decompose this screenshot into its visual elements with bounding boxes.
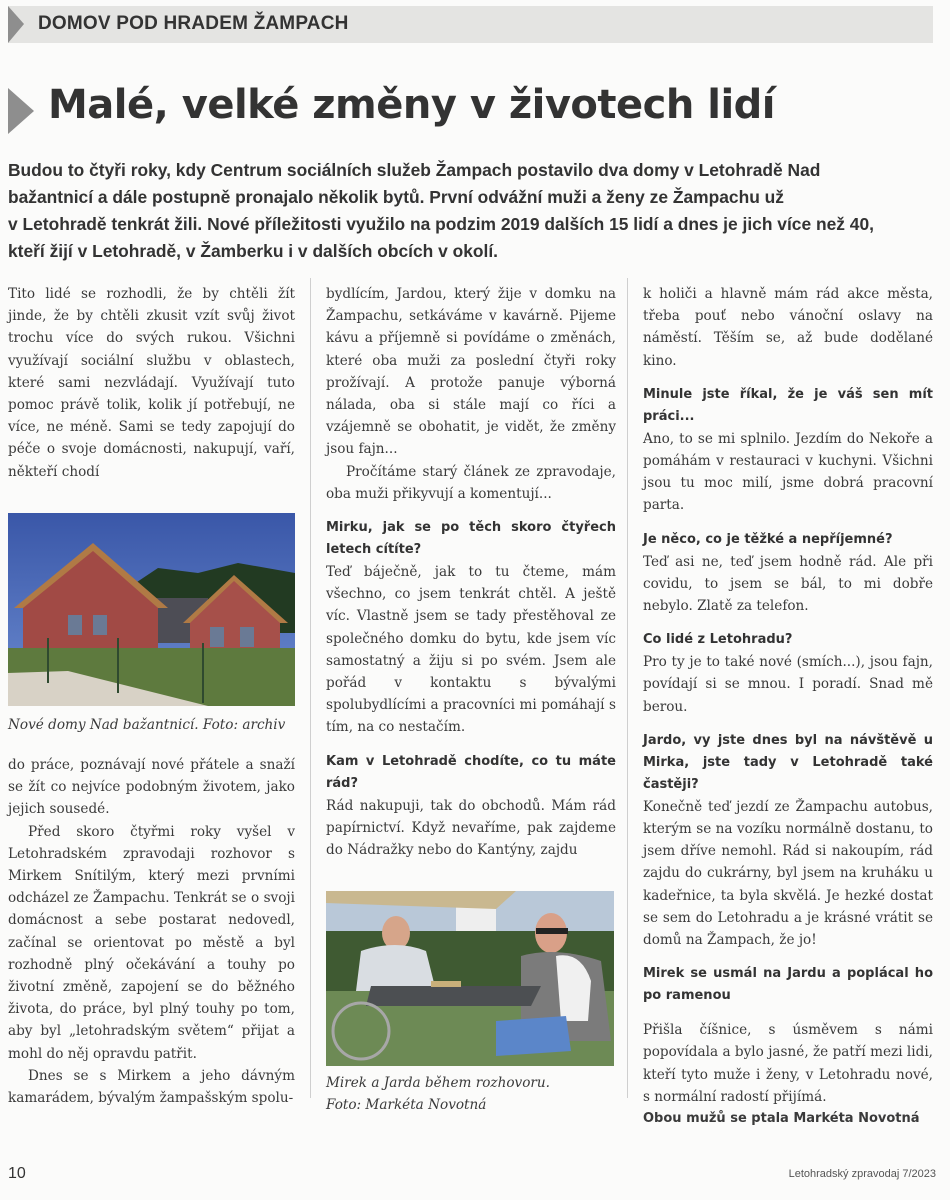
interview-answer: Teď asi ne, teď jsem hodně rád. Ale při covidu, to jsem se bál, to mi dobře nebylo. Zlatě za telefon. [643, 553, 933, 615]
interview-answer: Pro ty je to také nové (smích...), jsou fajn, povídají si se mnou. I poradí. Snad mě berou. [643, 654, 933, 715]
interview-question: Minule jste říkal, že je váš sen mít práci... [643, 386, 933, 424]
photo-caption: Mirek a Jarda během rozhovoru. [326, 1075, 550, 1092]
paragraph: bydlícím, Jardou, který žije v domku na Žampachu, setkáváme v kavárně. Pijeme kávu a příjemně si povídáme o změnách, které oba muži za poslední čtyři roky prožívají. A protože panuje výborná nálada, oba si stále mají co říci a vzájemně se obohatit, je vidět, že změny jsou fajn... [326, 286, 616, 458]
interview-question: Kam v Letohradě chodíte, co tu máte rád? [326, 753, 616, 791]
article-column-1 [8, 283, 295, 1109]
interview-answer: Ano, to se mi splnilo. Jezdím do Nekoře a pomáhám v restauraci v kuchyni. Všichni jsou tu moc milí, jsme dobrá pracovní parta. [643, 430, 933, 514]
publication-name: Letohradský zpravodaj 7/2023 [788, 1168, 936, 1180]
houses-photo [8, 513, 295, 706]
column-divider [627, 278, 628, 1098]
lead-line: bažantnicí a dále postupně pronajalo několik bytů. První odvážní muži a ženy ze Žampachu už [8, 187, 784, 207]
article-column-3 [643, 283, 933, 1130]
lead-line: Budou to čtyři roky, kdy Centrum sociálních služeb Žampach postavilo dva domy v Letohradě Nad [8, 160, 821, 180]
lead-line: v Letohradě tenkrát žili. Nové příležitosti využilo na podzim 2019 dalších 15 lidí a dnes je jich více než 40, [8, 214, 874, 234]
interview-image [326, 891, 614, 1066]
paragraph: Pročítáme starý článek ze zpravodaje, oba muži přikyvují a komentují... [326, 463, 616, 502]
interview-question: Jardo, vy jste dnes byl na návštěvě u Mirka, jste tady v Letohradě také častěji? [643, 732, 933, 792]
paragraph: Tito lidé se rozhodli, že by chtěli žít jinde, že by chtěli zkusit vzít svůj život trochu více do svých rukou. Všichni využívají sociální službu v oblastech, které sami nezvládají. Využívají tuto pomoc právě tolik, kolik jí potřebují, ne více, ne méně. Sami se tedy zapojují do péče o svoje domácnosti, nakupují, vaří, někteří chodí [8, 286, 295, 480]
author-signature: Obou mužů se ptala Markéta Novotná [643, 1111, 920, 1127]
interview-question: Mirku, jak se po těch skoro čtyřech letech cítíte? [326, 520, 616, 558]
column-divider [310, 278, 311, 1098]
title-arrow-icon [8, 88, 34, 134]
interview-photo [326, 891, 614, 1066]
page-number: 10 [8, 1165, 26, 1182]
lead-line: kteří žijí v Letohradě, v Žamberku i v dalších obcích v okolí. [8, 241, 498, 261]
article-title: Malé, velké změny v životech lidí [48, 82, 775, 128]
paragraph: do práce, poznávají nové přátele a snaží se žít co nejvíce podobným životem, jako jejich sousedé. [8, 757, 295, 818]
photo-caption: Nové domy Nad bažantnicí. Foto: archiv [8, 716, 286, 733]
interview-question: Co lidé z Letohradu? [643, 632, 793, 648]
arrow-marker-icon [8, 6, 24, 43]
article-lead [8, 157, 938, 265]
paragraph: Před skoro čtyřmi roky vyšel v Letohradském zpravodaji rozhovor s Mirkem Snítilým, který mezi prvními odcházel ze Žampachu. Tenkrát se o svoji domácnost a sebe postarat nedovedl, začínal se orientovat po městě a byl rozhodně plný očekávání a touhy po životní změně, zapojení se do běžného života, do práce, byl plný touhy po tom, aby byl „letohradským světem“ přijat a mohl do něj opravdu patřit. [8, 823, 295, 1062]
article-column-2 [326, 283, 616, 1117]
section-title: DOMOV POD HRADEM ŽAMPACH [38, 13, 349, 34]
paragraph: Dnes se s Mirkem a jeho dávným kamarádem, bývalým žampašským spolu- [8, 1067, 295, 1107]
section-header-bar [8, 6, 933, 43]
paragraph: Přišla číšnice, s úsměvem s námi popovídala a bylo jasné, že patří mezi lidi, kteří tyto muže i ženy, v Letohradu nové, s normální radostí přijímá. [643, 1022, 933, 1105]
interview-answer: k holiči a hlavně mám rád akce města, třeba pouť nebo vánoční oslavy na náměstí. Těším se, až bude dodělané kino. [643, 286, 933, 369]
interview-answer: Rád nakupuji, tak do obchodů. Mám rád papírnictví. Když nevaříme, pak zajdeme do Nádražky nebo do Kantýny, zajdu [326, 797, 616, 859]
narrative-bold: Mirek se usmál na Jardu a poplácal ho po ramenou [643, 966, 933, 1004]
interview-question: Je něco, co je těžké a nepříjemné? [643, 531, 893, 547]
interview-answer: Teď báječně, jak to tu čteme, mám všechno, co jsem tenkrát chtěl. A ještě víc. Vlastně jsem se tady přestěhoval ze společného domku do bytu, kde jsem víc samostatný a žiju si po svém. Jsem ale pořád v kontaktu s bývalými spolubydlícími a pracovníci mi pomáhají s tím, na co nestačím. [326, 564, 616, 736]
houses-image [8, 513, 295, 706]
interview-answer: Konečně teď jezdí ze Žampachu autobus, kterým se na vozíku normálně dostanu, to jsem dříve nemohl. Rád si nakoupím, rád zajdu do cukrárny, byl jsem na kruháku u kadeřnice, ta byla skvělá. Je hezké dostat se sem do Letohradu a je krásné vrátit se domů na Žampach, že jo! [643, 798, 933, 949]
photo-credit: Foto: Markéta Novotná [326, 1097, 487, 1114]
